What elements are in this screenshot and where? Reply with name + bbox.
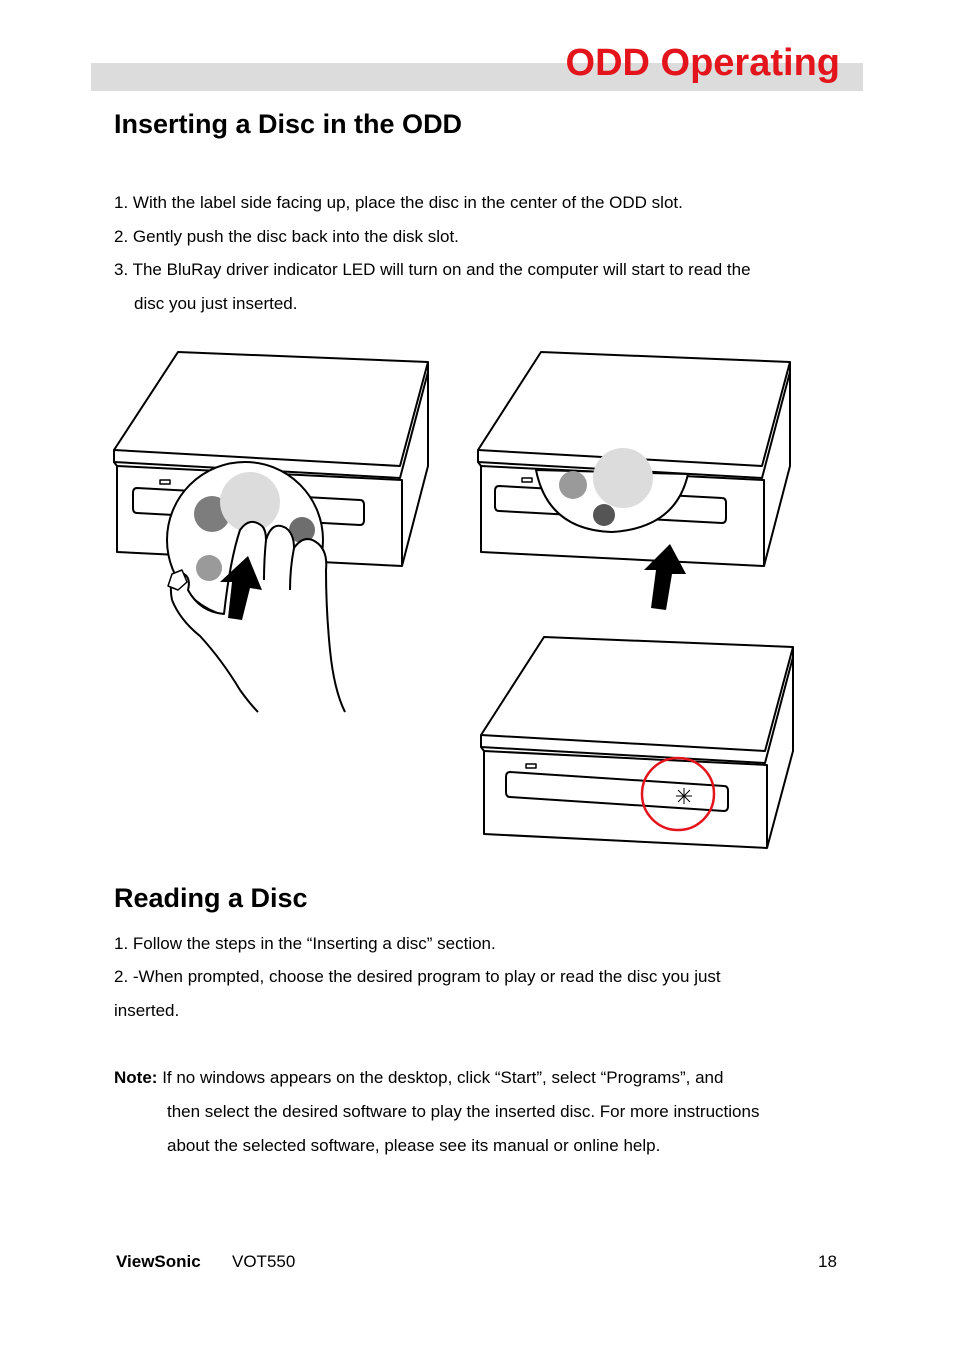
insert-step-3: 3. The BluRay driver indicator LED will turn on and the computer will start to read the — [114, 260, 751, 279]
led-indicator-icon — [676, 788, 692, 804]
drive-led-on-illustration — [481, 637, 793, 848]
page-title: ODD Operating — [565, 42, 840, 84]
note-line-3: about the selected software, please see its manual or online help. — [167, 1136, 661, 1155]
drive-with-hand-illustration — [114, 352, 428, 712]
page-number: 18 — [818, 1252, 837, 1271]
section-heading-insert: Inserting a Disc in the ODD — [114, 109, 463, 139]
read-step-2-continued: inserted. — [114, 1001, 180, 1020]
drive-disc-pushed-illustration — [478, 352, 790, 610]
footer-brand: ViewSonic — [116, 1252, 201, 1271]
note-line-2: then select the desired software to play the inserted disc. For more instructions — [167, 1102, 760, 1121]
insert-step-3-continued: disc you just inserted. — [134, 294, 298, 313]
note-label: Note: — [114, 1068, 158, 1087]
note-text-1: If no windows appears on the desktop, click “Start”, select “Programs”, and — [162, 1068, 724, 1087]
insert-step-1: 1. With the label side facing up, place the disc in the center of the ODD slot. — [114, 193, 683, 212]
footer-model: VOT550 — [232, 1252, 296, 1271]
section-heading-read: Reading a Disc — [114, 883, 308, 913]
insert-step-2: 2. Gently push the disc back into the disk slot. — [114, 227, 459, 246]
read-step-1: 1. Follow the steps in the “Inserting a disc” section. — [114, 934, 496, 953]
read-step-2: 2. -When prompted, choose the desired program to play or read the disc you just — [114, 967, 721, 986]
note-line-1 — [114, 1067, 723, 1089]
